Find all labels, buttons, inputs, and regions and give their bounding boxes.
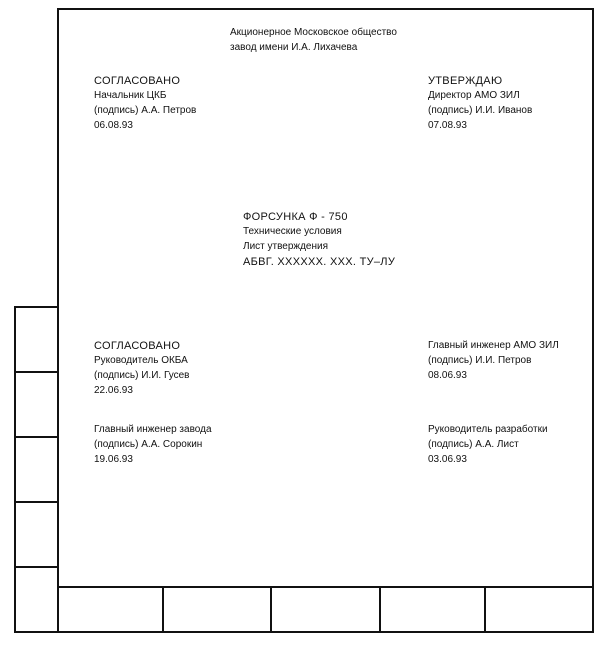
- approver-signature: (подпись) А.А. Петров: [94, 105, 197, 116]
- agreed-block-bottom-left: [94, 339, 189, 399]
- approval-block-right: [428, 74, 532, 134]
- binding-strip-divider: [14, 501, 59, 503]
- agreed-heading: СОГЛАСОВАНО: [94, 340, 181, 352]
- dev-lead-block: [428, 423, 548, 468]
- chief-engineer-plant-position: Главный инженер завода: [94, 424, 212, 435]
- chief-engineer-amo-date: 08.06.93: [428, 370, 467, 381]
- binding-strip-divider: [14, 306, 59, 308]
- approval-date: 07.08.93: [428, 120, 467, 131]
- agreed-position: Руководитель ОКБА: [94, 355, 188, 366]
- stamp-cell-divider: [379, 586, 381, 633]
- document-code: АБВГ. XXXXXX. XXX. ТУ–ЛУ: [243, 256, 396, 268]
- frame-right-line: [592, 8, 594, 633]
- chief-engineer-plant-date: 19.06.93: [94, 454, 133, 465]
- binding-strip-divider: [14, 436, 59, 438]
- stamp-cell-divider: [162, 586, 164, 633]
- binding-strip-divider: [14, 371, 59, 373]
- chief-engineer-plant-block: [94, 423, 212, 468]
- page-bottom-line: [14, 631, 594, 633]
- stamp-cell-divider: [484, 586, 486, 633]
- approval-date: 06.08.93: [94, 120, 133, 131]
- approval-heading: УТВЕРЖДАЮ: [428, 75, 503, 87]
- organization-name: Акционерное Московское общество: [230, 27, 397, 38]
- document-title-block: [243, 210, 395, 270]
- plant-name: завод имени И.А. Лихачева: [230, 42, 358, 53]
- frame-left-line: [57, 8, 59, 633]
- product-name: ФОРСУНКА Ф - 750: [243, 211, 348, 223]
- document-type: Технические условия: [243, 226, 342, 237]
- organization-header: [230, 26, 397, 56]
- binding-strip-divider: [14, 566, 59, 568]
- dev-lead-date: 03.06.93: [428, 454, 467, 465]
- approver-position: Директор АМО ЗИЛ: [428, 90, 520, 101]
- sheet-name: Лист утверждения: [243, 241, 329, 252]
- frame-bottom-line: [57, 586, 594, 588]
- agreed-date: 22.06.93: [94, 385, 133, 396]
- binding-strip-left-line: [14, 306, 16, 633]
- chief-engineer-amo-signature: (подпись) И.И. Петров: [428, 355, 532, 366]
- chief-engineer-plant-signature: (подпись) А.А. Сорокин: [94, 439, 203, 450]
- agreed-signature: (подпись) И.И. Гусев: [94, 370, 190, 381]
- approver-position: Начальник ЦКБ: [94, 90, 167, 101]
- dev-lead-signature: (подпись) А.А. Лист: [428, 439, 519, 450]
- approval-block-left: [94, 74, 196, 134]
- chief-engineer-amo-position: Главный инженер АМО ЗИЛ: [428, 340, 559, 351]
- frame-top-line: [59, 8, 594, 10]
- approval-heading: СОГЛАСОВАНО: [94, 75, 181, 87]
- approver-signature: (подпись) И.И. Иванов: [428, 105, 533, 116]
- dev-lead-position: Руководитель разработки: [428, 424, 548, 435]
- chief-engineer-amo-block: [428, 339, 559, 384]
- stamp-cell-divider: [270, 586, 272, 633]
